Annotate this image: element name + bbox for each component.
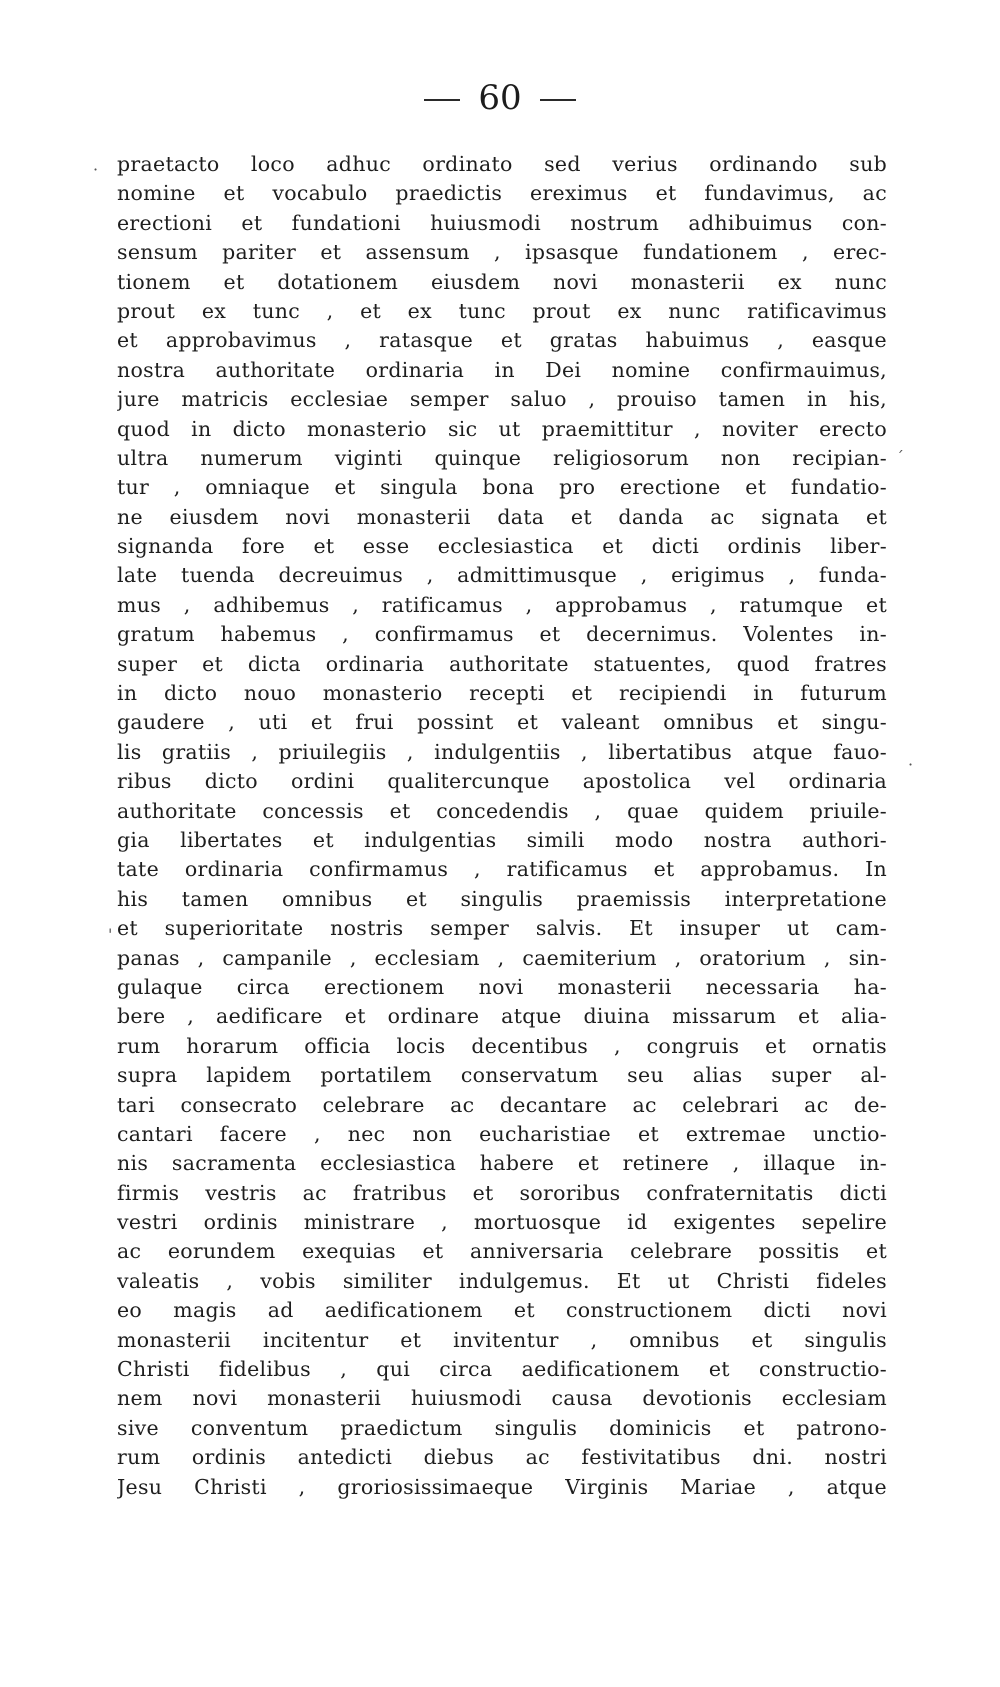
- text-line: nostra authoritate ordinaria in Dei nomine confirmauimus,: [117, 357, 887, 382]
- text-line: ribus dicto ordini qualitercunque apostolica vel ordinaria: [117, 769, 887, 794]
- text-line: signanda fore et esse ecclesiastica et dicti ordinis liber-: [117, 534, 887, 559]
- text-line: ultra numerum viginti quinque religiosorum non recipian-: [117, 445, 887, 470]
- text-line: bere , aedificare et ordinare atque diuina missarum et alia-: [117, 1004, 887, 1029]
- header-dash-left: [424, 99, 460, 101]
- margin-mark: ·: [93, 160, 99, 179]
- text-line: tionem et dotationem eiusdem novi monasterii ex nunc: [117, 269, 887, 294]
- text-line: gia libertates et indulgentias simili modo nostra authori-: [117, 827, 887, 852]
- text-line: valeatis , vobis similiter indulgemus. Et ut Christi fideles: [117, 1268, 887, 1293]
- margin-mark: ´: [896, 448, 904, 467]
- text-line: ne eiusdem novi monasterii data et danda ac signata et: [117, 504, 887, 529]
- text-line: authoritate concessis et concedendis , quae quidem priuile-: [117, 798, 887, 823]
- text-line: rum horarum officia locis decentibus , congruis et ornatis: [117, 1033, 887, 1058]
- text-line: mus , adhibemus , ratificamus , approbamus , ratumque et: [117, 592, 887, 617]
- text-line: vestri ordinis ministrare , mortuosque id exigentes sepelire: [117, 1210, 887, 1235]
- text-line: eo magis ad aedificationem et constructionem dicti novi: [117, 1298, 887, 1323]
- text-line: his tamen omnibus et singulis praemissis interpretatione: [117, 886, 887, 911]
- text-line: late tuenda decreuimus , admittimusque , erigimus , funda-: [117, 563, 887, 588]
- text-line: praetacto loco adhuc ordinato sed verius ordinando sub: [117, 152, 887, 176]
- text-line: monasterii incitentur et invitentur , omnibus et singulis: [117, 1327, 887, 1352]
- text-line: gaudere , uti et frui possint et valeant omnibus et singu-: [117, 710, 887, 735]
- margin-mark: ': [108, 925, 113, 944]
- text-line: gulaque circa erectionem novi monasterii necessaria ha-: [117, 974, 887, 999]
- text-line: tate ordinaria confirmamus , ratificamus et approbamus. In: [117, 857, 887, 882]
- text-line: jure matricis ecclesiae semper saluo , prouiso tamen in his,: [117, 387, 887, 412]
- text-line: gratum habemus , confirmamus et decernimus. Volentes in-: [117, 622, 887, 647]
- body-text: [117, 150, 887, 1502]
- text-line: tari consecrato celebrare ac decantare ac celebrari ac de-: [117, 1092, 887, 1117]
- text-line: ac eorundem exequias et anniversaria celebrare possitis et: [117, 1239, 887, 1264]
- text-line: supra lapidem portatilem conservatum seu alias super al-: [117, 1063, 887, 1088]
- text-line: sive conventum praedictum singulis dominicis et patrono-: [117, 1415, 887, 1440]
- text-line: nomine et vocabulo praedictis ereximus et fundavimus, ac: [117, 181, 887, 206]
- header-dash-right: [540, 99, 576, 101]
- text-line: erectioni et fundationi huiusmodi nostrum adhibuimus con-: [117, 210, 887, 235]
- page-number: 60: [478, 78, 522, 118]
- text-line: super et dicta ordinaria authoritate statuentes, quod fratres: [117, 651, 887, 676]
- text-line: Jesu Christi , groriosissimaeque Virginis Mariae , atque: [117, 1474, 887, 1499]
- text-line: lis gratiis , priuilegiis , indulgentiis , libertatibus atque fauo-: [117, 739, 887, 764]
- text-line: quod in dicto monasterio sic ut praemittitur , noviter erecto: [117, 416, 887, 441]
- text-line: tur , omniaque et singula bona pro erectione et fundatio-: [117, 475, 887, 500]
- text-line: nis sacramenta ecclesiastica habere et retinere , illaque in-: [117, 1151, 887, 1176]
- text-line: nem novi monasterii huiusmodi causa devotionis ecclesiam: [117, 1386, 887, 1411]
- text-line: firmis vestris ac fratribus et sororibus confraternitatis dicti: [117, 1180, 887, 1205]
- page-header: [0, 78, 1000, 118]
- text-line: sensum pariter et assensum , ipsasque fundationem , erec-: [117, 240, 887, 265]
- text-line: et superioritate nostris semper salvis. Et insuper ut cam-: [117, 916, 887, 941]
- margin-mark: ·: [908, 755, 914, 774]
- text-line: rum ordinis antedicti diebus ac festivitatibus dni. nostri: [117, 1445, 887, 1470]
- text-line: prout ex tunc , et ex tunc prout ex nunc ratificavimus: [117, 298, 887, 323]
- text-line: cantari facere , nec non eucharistiae et extremae unctio-: [117, 1121, 887, 1146]
- text-line: in dicto nouo monasterio recepti et recipiendi in futurum: [117, 681, 887, 706]
- text-line: Christi fidelibus , qui circa aedificationem et constructio-: [117, 1357, 887, 1382]
- text-line: panas , campanile , ecclesiam , caemiterium , oratorium , sin-: [117, 945, 887, 970]
- text-line: et approbavimus , ratasque et gratas habuimus , easque: [117, 328, 887, 353]
